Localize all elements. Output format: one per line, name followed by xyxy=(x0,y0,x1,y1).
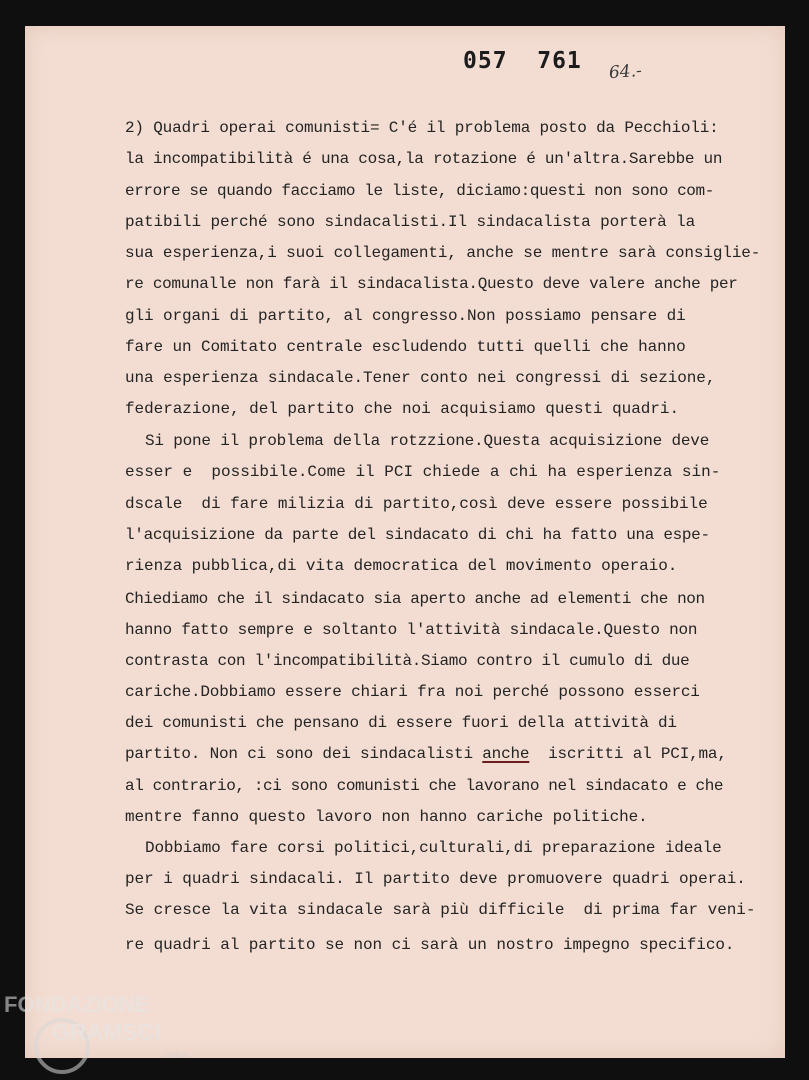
watermark-line2: GRAMSCI xyxy=(52,1019,161,1045)
text-line xyxy=(125,744,753,764)
text-line: dei comunisti che pensano di essere fuori della attività di xyxy=(125,714,677,732)
text-line: federazione, del partito che noi acquisiamo questi quadri. xyxy=(125,400,679,418)
text-line: per i quadri sindacali. Il partito deve promuovere quadri operai. xyxy=(125,870,746,888)
text-line: patibili perché sono sindacalisti.Il sindacalista porterà la xyxy=(125,213,696,231)
document-page xyxy=(25,26,785,1058)
text-line: dscale di fare milizia di partito,così deve essere possibile xyxy=(125,495,708,513)
text-line: Se cresce la vita sindacale sarà più difficile di prima far veni- xyxy=(125,901,756,919)
text-line: la incompatibilità é una cosa,la rotazione é un'altra.Sarebbe un xyxy=(125,150,723,168)
watermark-line3: onlus xyxy=(164,1050,188,1061)
text-line: mentre fanno questo lavoro non hanno cariche politiche. xyxy=(125,808,648,826)
text-line: errore se quando facciamo le liste, diciamo:questi non sono com- xyxy=(125,182,714,200)
text-line: Si pone il problema della rotzzione.Questa acquisizione deve xyxy=(145,432,710,450)
text-segment: partito. Non ci sono dei sindacalisti xyxy=(125,745,483,763)
text-line: sua esperienza,i suoi collegamenti, anche se mentre sarà consiglie- xyxy=(125,244,761,262)
text-line: rienza pubblica,di vita democratica del movimento operaio. xyxy=(125,557,678,575)
text-line: fare un Comitato centrale escludendo tutti quelli che hanno xyxy=(125,338,686,356)
text-line: Dobbiamo fare corsi politici,culturali,di preparazione ideale xyxy=(145,839,722,857)
text-line: una esperienza sindacale.Tener conto nei congressi di sezione, xyxy=(125,369,716,387)
handwritten-page-number: 64.- xyxy=(608,60,643,84)
underlined-word: anche xyxy=(482,745,530,763)
text-segment: iscritti al PCI,ma, xyxy=(529,745,727,763)
text-line: al contrario, :ci sono comunisti che lavorano nel sindacato e che xyxy=(125,777,724,795)
text-line: re comunalle non farà il sindacalista.Questo deve valere anche per xyxy=(125,275,738,293)
text-line: Chiediamo che il sindacato sia aperto anche ad elementi che non xyxy=(125,590,705,608)
watermark-line1: FONDAZIONE xyxy=(4,992,150,1017)
archive-number: 057 761 xyxy=(463,48,582,74)
text-line: contrasta con l'incompatibilità.Siamo contro il cumulo di due xyxy=(125,652,690,670)
text-line: cariche.Dobbiamo essere chiari fra noi perché possono esserci xyxy=(125,683,700,701)
text-line: l'acquisizione da parte del sindacato di chi ha fatto una espe- xyxy=(125,526,710,544)
text-line: esser e possibile.Come il PCI chiede a chi ha esperienza sin- xyxy=(125,463,721,481)
text-line: gli organi di partito, al congresso.Non possiamo pensare di xyxy=(125,307,686,325)
text-line: re quadri al partito se non ci sarà un nostro impegno specifico. xyxy=(125,936,735,954)
text-line: hanno fatto sempre e soltanto l'attività sindacale.Questo non xyxy=(125,621,698,639)
text-line: 2) Quadri operai comunisti= C'é il problema posto da Pecchioli: xyxy=(125,119,719,137)
